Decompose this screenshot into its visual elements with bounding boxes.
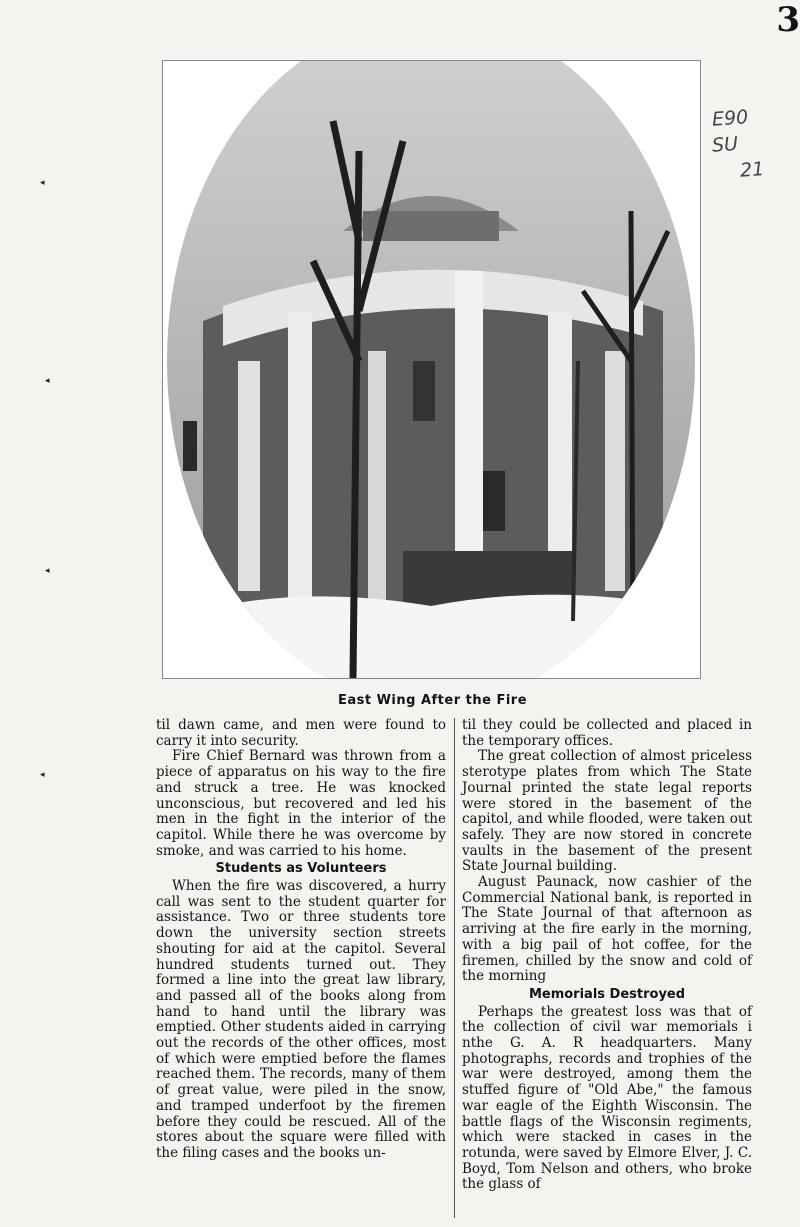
capitol-photo bbox=[162, 60, 701, 679]
subheading-memorials: Memorials Destroyed bbox=[528, 986, 686, 1002]
handwritten-line: 21 bbox=[739, 158, 765, 182]
handwritten-line: E90 bbox=[711, 106, 749, 131]
article-paragraph: When the fire was discovered, a hurry call was sent to the student quarter for assistance. Two or three students tore down the university section streets shouting for aid at the capitol. Several hundred students turned out. They formed a line into the great law library, and passed all of the books along from hand to hand until the library was emptied. Other students aided in carrying out the records of the other offices, most of which were emptied before the flames reached them. The records, many of them of great value, were piled in the snow, and tramped underfoot by the firemen before they could be rescued. All of the stores about the square were filled with the filing cases and the books un- bbox=[156, 878, 446, 1161]
article-paragraph: Perhaps the greatest loss was that of the collection of civil war memorials i nthe G. A. R headquarters. Many photographs, records and trophies of the war were destroyed, among them the stuffed figure of "Old Abe," the famous war eagle of the Eighth Wisconsin. The battle flags of the Wisconsin regiments, which were stacked in cases in the rotunda, were saved by Elmore Elver, J. C. Boyd, Tom Nelson and others, who broke the glass of bbox=[462, 1003, 752, 1193]
margin-mark: ◂ bbox=[40, 178, 45, 188]
margin-mark: ◂ bbox=[45, 376, 50, 386]
page-number: 3 bbox=[776, 0, 800, 40]
capitol-photo-illustration bbox=[163, 61, 700, 678]
article-column-right bbox=[462, 718, 752, 1193]
article-paragraph: til they could be collected and placed in the temporary offices. bbox=[462, 717, 752, 749]
article-column-left bbox=[156, 718, 446, 1162]
article-paragraph: til dawn came, and men were found to carry it into security. bbox=[156, 717, 446, 749]
handwritten-line: SU bbox=[711, 132, 739, 157]
subheading-students: Students as Volunteers bbox=[215, 861, 387, 877]
margin-mark: ◂ bbox=[40, 770, 45, 780]
photo-caption: East Wing After the Fire bbox=[337, 693, 528, 708]
article-paragraph: The great collection of almost priceless sterotype plates from which The State Journal printed the state legal reports were stored in the basement of the capitol, and while flooded, were taken out safely. They are now stored in concrete vaults in the basement of the present State Journal building. bbox=[462, 748, 752, 875]
handwritten-note bbox=[712, 104, 790, 182]
article-paragraph: August Paunack, now cashier of the Commercial National bank, is reported in The State Journal of that afternoon as arriving at the fire early in the morning, with a big pail of hot coffee, for the firemen, chilled by the snow and cold of the morning bbox=[462, 874, 752, 985]
column-divider bbox=[454, 718, 455, 1218]
article-paragraph: Fire Chief Bernard was thrown from a piece of apparatus on his way to the fire and struck a tree. He was knocked unconscious, but recovered and led his men in the fight in the interior of the capitol. While there he was overcome by smoke, and was carried to his home. bbox=[156, 748, 446, 859]
margin-mark: ◂ bbox=[45, 566, 50, 576]
